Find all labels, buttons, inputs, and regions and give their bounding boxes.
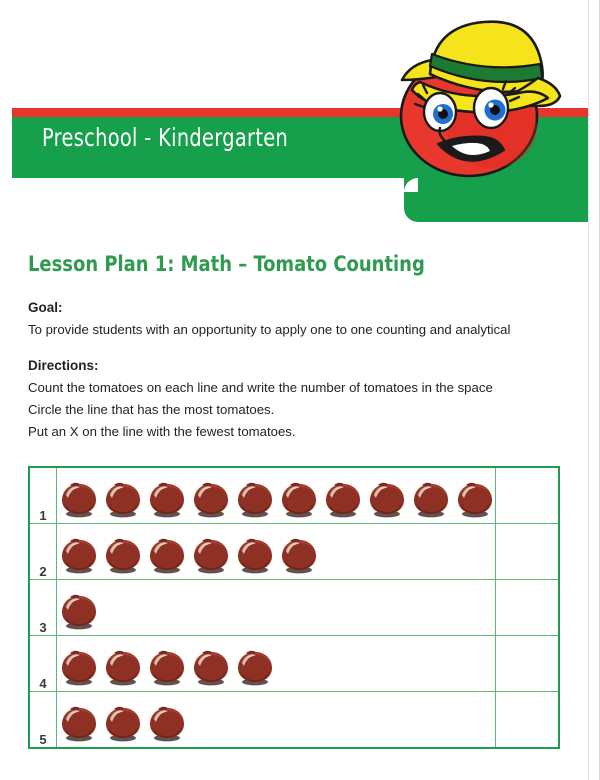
goal-label: Goal:: [28, 300, 63, 315]
table-row: [29, 636, 559, 692]
tomato-icon: [321, 477, 365, 519]
goal-text: To provide students with an opportunity to apply one to one counting and analytical: [28, 322, 511, 337]
tomato-icon: [145, 477, 189, 519]
tomato-icon: [233, 477, 277, 519]
table-row: [29, 692, 559, 749]
table-row: [29, 524, 559, 580]
tomato-icon: [101, 533, 145, 575]
answer-cell[interactable]: [496, 636, 560, 692]
tomato-strip: [57, 645, 495, 691]
tomato-mascot-icon: [372, 8, 572, 188]
table-row: [29, 467, 559, 524]
answer-cell[interactable]: [496, 692, 560, 749]
tomato-icon: [409, 477, 453, 519]
tomato-strip: [57, 589, 495, 635]
tomato-icon: [57, 533, 101, 575]
tomato-strip: [57, 701, 495, 747]
tomato-icon: [101, 645, 145, 687]
header-title: Preschool - Kindergarten: [42, 123, 289, 152]
tomato-row-cell: [57, 467, 496, 524]
tomato-icon: [57, 589, 101, 631]
row-number: 5: [29, 692, 57, 749]
directions-label: Directions:: [28, 358, 99, 373]
row-number: 3: [29, 580, 57, 636]
tomato-strip: [57, 533, 495, 579]
tomato-icon: [233, 533, 277, 575]
tomato-icon: [189, 645, 233, 687]
tomato-row-cell: [57, 692, 496, 749]
tomato-row-cell: [57, 580, 496, 636]
row-number: 1: [29, 467, 57, 524]
tomato-icon: [277, 477, 321, 519]
row-number: 2: [29, 524, 57, 580]
answer-cell[interactable]: [496, 524, 560, 580]
tomato-icon: [453, 477, 497, 519]
answer-cell[interactable]: [496, 580, 560, 636]
tomato-icon: [189, 477, 233, 519]
tomato-row-cell: [57, 524, 496, 580]
tomato-icon: [365, 477, 409, 519]
row-number: 4: [29, 636, 57, 692]
tomato-icon: [57, 645, 101, 687]
tomato-strip: [57, 477, 495, 523]
directions-line-3: Put an X on the line with the fewest tomatoes.: [28, 424, 296, 439]
tomato-icon: [57, 477, 101, 519]
tomato-row-cell: [57, 636, 496, 692]
page-edge-line: [588, 0, 589, 780]
tomato-icon: [145, 701, 189, 743]
lesson-plan-title: Lesson Plan 1: Math – Tomato Counting: [28, 252, 425, 276]
tomato-icon: [277, 533, 321, 575]
tomato-icon: [145, 533, 189, 575]
directions-line-1: Count the tomatoes on each line and write the number of tomatoes in the space: [28, 380, 493, 395]
table-row: [29, 580, 559, 636]
directions-line-2: Circle the line that has the most tomatoes.: [28, 402, 275, 417]
tomato-icon: [101, 701, 145, 743]
tomato-icon: [189, 533, 233, 575]
tomato-icon: [233, 645, 277, 687]
counting-table: [28, 466, 560, 749]
tomato-icon: [145, 645, 189, 687]
tomato-icon: [101, 477, 145, 519]
answer-cell[interactable]: [496, 467, 560, 524]
tomato-icon: [57, 701, 101, 743]
